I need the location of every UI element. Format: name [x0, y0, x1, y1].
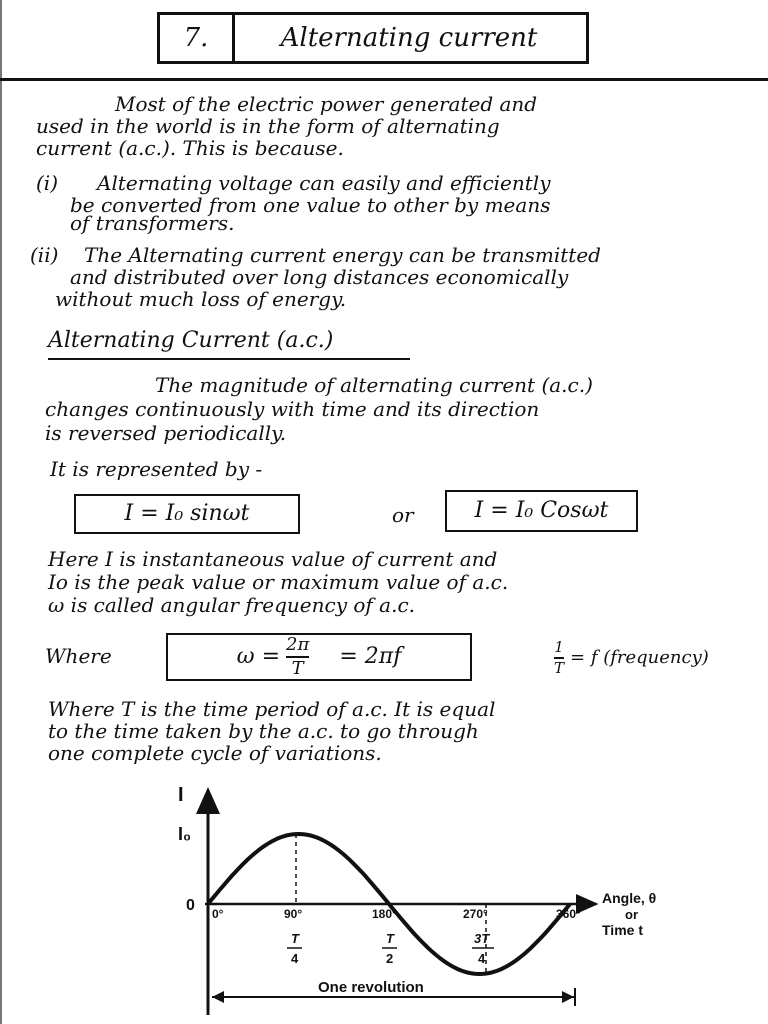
- fraction-numerator: T: [386, 931, 394, 946]
- tick-360: 360°: [556, 907, 581, 921]
- x-axis-label-time: Time t: [602, 922, 643, 938]
- omega-rhs: = 2πf: [339, 644, 402, 669]
- frequency-numerator: 1: [554, 638, 564, 656]
- definition-line: is reversed periodically.: [45, 421, 287, 445]
- period-line: Where T is the time period of a.c. It is equal: [48, 697, 496, 721]
- reason-line: and distributed over long distances economically: [70, 265, 569, 289]
- intro-line: current (a.c.). This is because.: [36, 136, 344, 160]
- fraction-denominator: 4: [478, 951, 486, 966]
- revolution-label: One revolution: [318, 979, 424, 996]
- fraction-numerator: 3T: [474, 931, 490, 946]
- intro-line: Most of the electric power generated and: [115, 92, 538, 116]
- where-label: Where: [45, 644, 112, 668]
- fraction-numerator: T: [291, 931, 299, 946]
- meaning-line: Io is the peak value or maximum value of a.c.: [48, 570, 509, 594]
- tick-270: 270°: [463, 907, 488, 921]
- y-axis-label: I: [178, 784, 184, 806]
- represented-by: It is represented by -: [50, 457, 263, 481]
- reason-line: without much loss of energy.: [55, 287, 347, 311]
- meaning-line: Here I is instantaneous value of current and: [48, 547, 498, 571]
- period-line: to the time taken by the a.c. to go through: [48, 719, 479, 743]
- origin-label: 0: [186, 897, 195, 914]
- meaning-line: ω is called angular frequency of a.c.: [48, 593, 416, 617]
- formula-cosine-text: I = I₀ Cosωt: [474, 498, 609, 523]
- omega-numerator: 2π: [286, 634, 310, 655]
- x-axis-label-angle: Angle, θ: [602, 890, 657, 906]
- reason-marker: (i): [36, 171, 59, 195]
- formula-or: or: [392, 503, 414, 527]
- tick-90: 90°: [284, 907, 303, 921]
- formula-sine-text: I = I₀ sinωt: [124, 501, 250, 526]
- chapter-number: 7.: [160, 15, 235, 61]
- frequency-rhs: = f (frequency): [570, 647, 709, 668]
- revolution-arrow-left: [212, 991, 224, 1003]
- tick-180: 180°: [372, 907, 397, 921]
- x-axis-label-or: or: [625, 907, 638, 922]
- fraction-denominator: 4: [291, 951, 299, 966]
- reason-line: The Alternating current energy can be transmitted: [84, 243, 601, 267]
- tick-0: 0°: [212, 907, 224, 921]
- intro-line: used in the world is in the form of alternating: [36, 114, 500, 138]
- chapter-title: Alternating current: [280, 23, 538, 53]
- reason-line: of transformers.: [70, 211, 235, 235]
- omega-lhs: ω =: [236, 644, 281, 669]
- peak-label: I₀: [178, 824, 192, 844]
- frequency-denominator: T: [554, 659, 565, 677]
- definition-line: changes continuously with time and its direction: [45, 397, 540, 421]
- period-line: one complete cycle of variations.: [48, 741, 382, 765]
- revolution-arrow-right: [562, 991, 574, 1003]
- reason-line: be converted from one value to other by means: [70, 193, 551, 217]
- definition-line: The magnitude of alternating current (a.c.): [155, 373, 593, 397]
- reason-marker: (ii): [30, 243, 59, 267]
- omega-denominator: T: [291, 658, 304, 679]
- reason-line: Alternating voltage can easily and efficiently: [97, 171, 551, 195]
- section-title: Alternating Current (a.c.): [48, 328, 334, 353]
- fraction-denominator: 2: [386, 951, 394, 966]
